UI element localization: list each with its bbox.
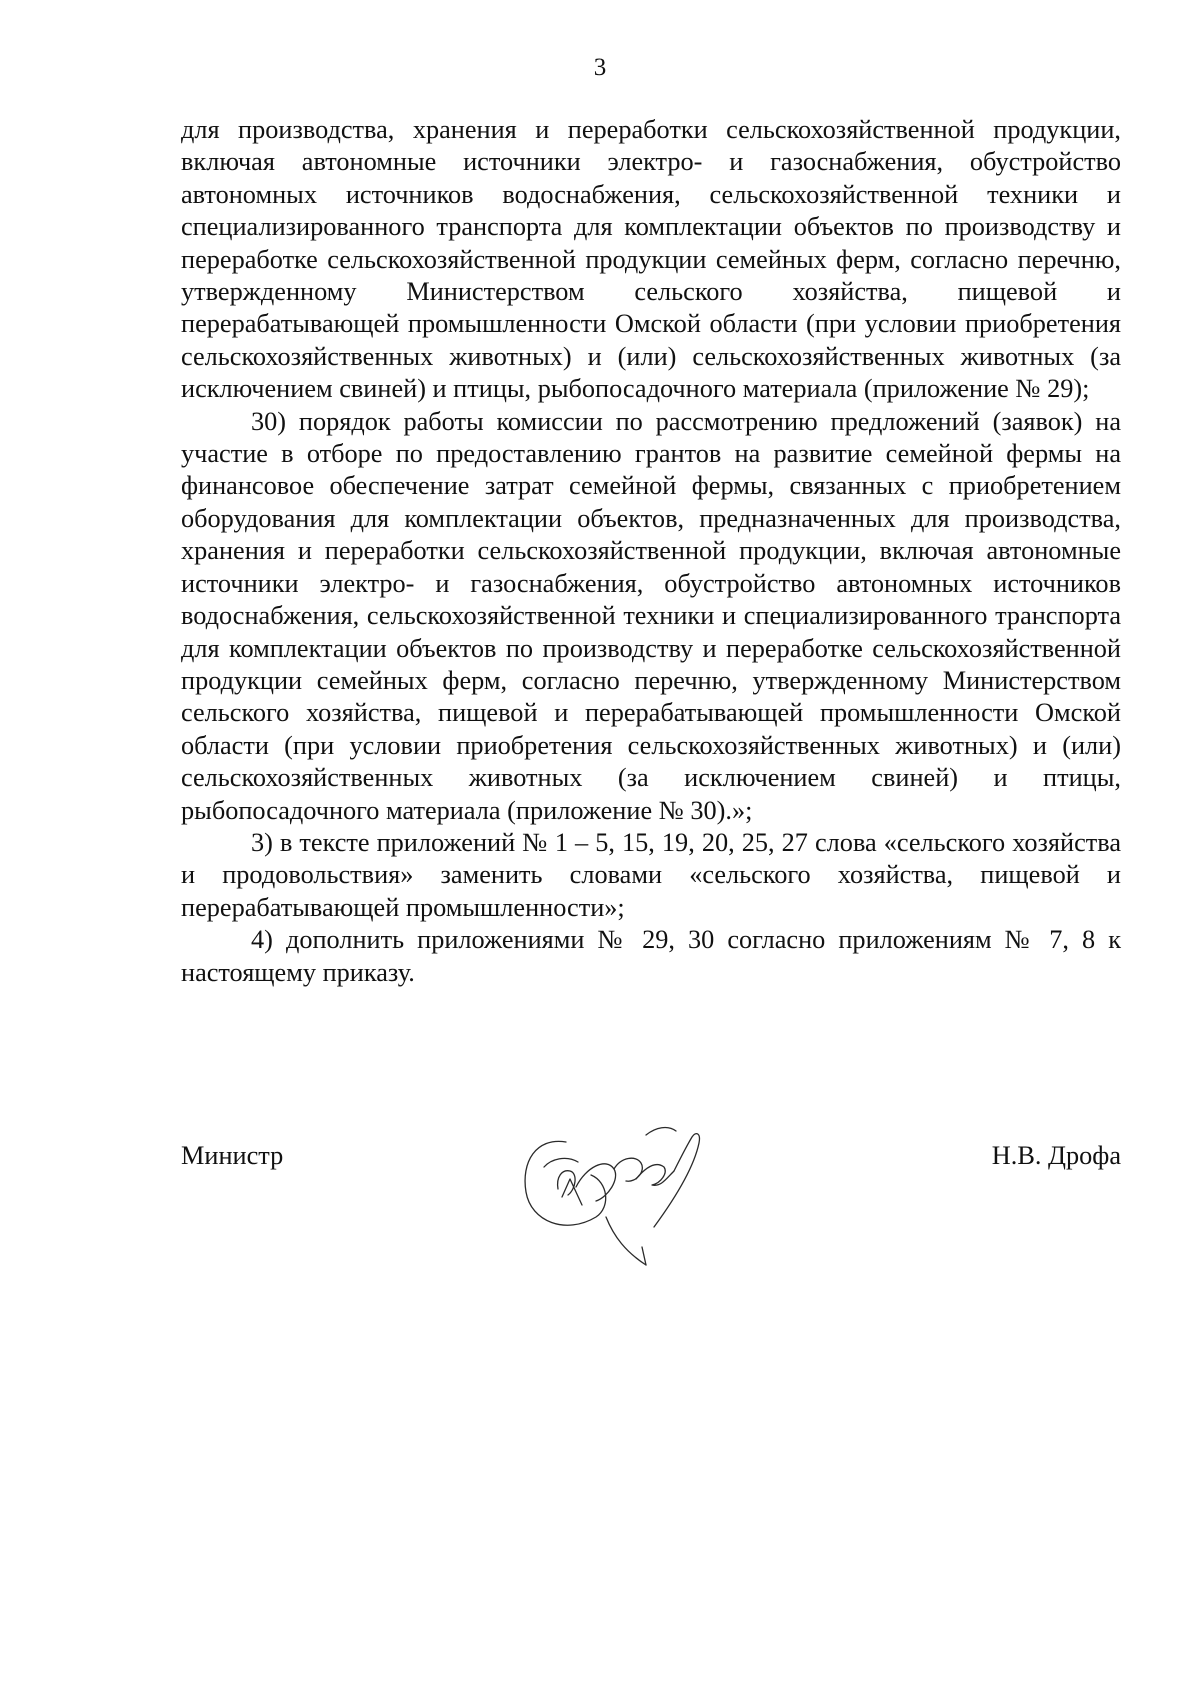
signature-block <box>181 1117 1121 1297</box>
paragraph-item-3: 3) в тексте приложений № 1 – 5, 15, 19, 20, 25, 27 слова «сельского хозяйства и продовольствия» заменить словами «сельского хозяйства, пищевой и перерабатывающей промышленности»; <box>181 827 1121 922</box>
signature-drawing <box>496 1097 726 1297</box>
paragraph-continuation: для производства, хранения и переработки сельскохозяйственной продукции, включая автономные источники электро- и газоснабжения, обустройство автономных источников водоснабжения, сельскохозяйственной техники и специализированного транспорта для комплектации объектов по производству и переработке сельскохозяйственной продукции семейных ферм, согласно перечню, утвержденному Министерством сельского хозяйства, пищевой и перерабатывающей промышленности Омской области (при условии приобретения сельскохозяйственных животных) и (или) сельскохозяйственных животных (за исключением свиней) и птицы, рыбопосадочного материала (приложение № 29); <box>181 115 1121 404</box>
paragraph-item-4: 4) дополнить приложениями № 29, 30 согласно приложениям № 7, 8 к настоящему приказу. <box>181 925 1121 987</box>
signer-title: Министр <box>181 1141 284 1170</box>
page-number: 3 <box>593 54 607 81</box>
paragraph-item-30: 30) порядок работы комиссии по рассмотрению предложений (заявок) на участие в отборе по предоставлению грантов на развитие семейной фермы на финансовое обеспечение затрат семейной фермы, связанных с приобретением оборудования для комплектации объектов, предназначенных для производства, хранения и переработки сельскохозяйственной продукции, включая автономные источники электро- и газоснабжения, обустройство автономных источников водоснабжения, сельскохозяйственной техники и специализированного транспорта для комплектации объектов по производству и переработке сельскохозяйственной продукции семейных ферм, согласно перечню, утвержденному Министерством сельского хозяйства, пищевой и перерабатывающей промышленности Омской области (при условии приобретения сельскохозяйственных животных) и (или) сельскохозяйственных животных (за исключением свиней) и птицы, рыбопосадочного материала (приложение № 30).»; <box>181 406 1121 825</box>
handwritten-signature <box>496 1097 726 1297</box>
document-body <box>181 114 1121 989</box>
signer-name: Н.В. Дрофа <box>991 1141 1121 1170</box>
